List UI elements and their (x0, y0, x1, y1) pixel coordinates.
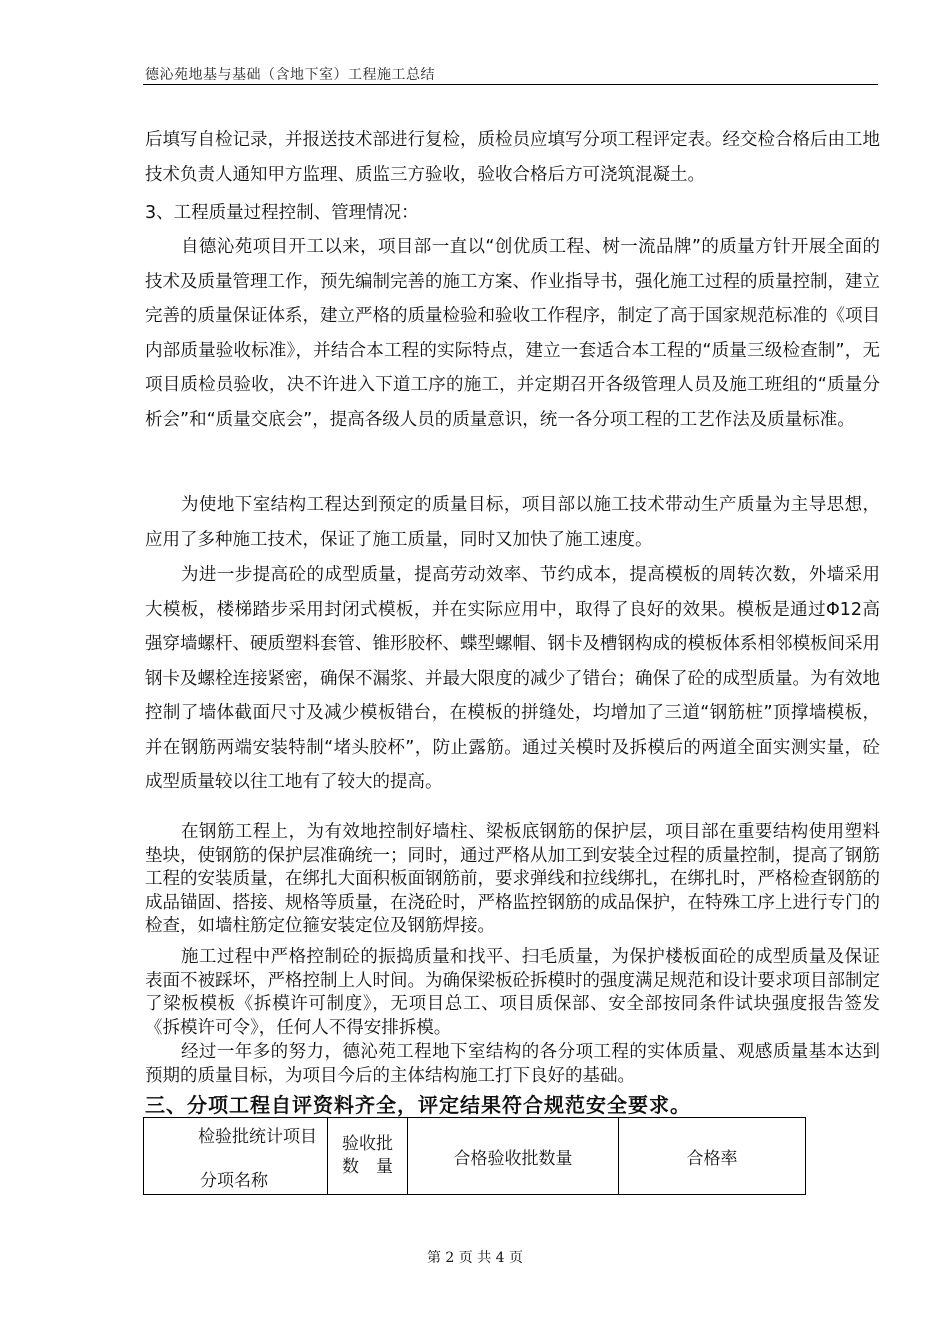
table-header-row (144, 1118, 806, 1195)
inspection-stats-table (143, 1117, 806, 1195)
section-3-heading: 三、分项工程自评资料齐全，评定结果符合规范安全要求。 (145, 1093, 691, 1117)
header-stat-item: 检验批统计项目 (198, 1127, 317, 1147)
header-item-name: 分项名称 (200, 1171, 268, 1191)
paragraph-quality-policy: 自德沁苑项目开工以来，项目部一直以“创优质工程、树一流品牌”的质量方针开展全面的技术及质量管理工作，预先编制完善的施工方案、作业指导书，强化施工过程的质量控制，建立完善的质量保证体系，建立严格的质量检验和验收工作程序，制定了高于国家规范标准的《项目内部质量验收标准》，并结合本工程的实际特点，建立一套适合本工程的“质量三级检查制”，无项目质检员验收，决不许进入下道工序的施工，并定期召开各级管理人员及施工班组的“质量分析会”和“质量交底会”，提高各级人员的质量意识，统一各分项工程的工艺作法及质量标准。 (145, 237, 880, 430)
page-number: 第 2 页 共 4 页 (426, 1250, 524, 1266)
paragraph-concrete: 施工过程中严格控制砼的振捣质量和找平、扫毛质量，为保护楼板面砼的成型质量及保证表面不被踩坏，严格控制上人时间。为确保梁板砼拆模时的强度满足规范和设计要求项目部制定了梁板模板《拆模许可制度》，无项目总工、项目质保部、安全部按同条件试块强度报告签发《拆模许可令》，任何人不得安排拆模。 (145, 947, 880, 1038)
section-heading-quality-control: 3、工程质量过程控制、管理情况： (145, 203, 419, 223)
paragraph-conclusion: 经过一年多的努力，德沁苑工程地下室结构的各分项工程的实体质量、观感质量基本达到预期的质量目标，为项目今后的主体结构施工打下良好的基础。 (145, 1042, 880, 1086)
header-divider (143, 84, 878, 85)
diagonal-header-cell (144, 1118, 328, 1195)
header-pass-rate: 合格率 (619, 1118, 806, 1195)
header-batch-count: 验收批 数 量 (328, 1118, 408, 1195)
paragraph-rebar: 在钢筋工程上，为有效地控制好墙柱、梁板底钢筋的保护层，项目部在重要结构使用塑料垫块，使钢筋的保护层准确统一；同时，通过严格从加工到安装全过程的质量控制，提高了钢筋工程的安装质量，在绑扎大面积板面钢筋前，要求弹线和拉线绑扎，在绑扎时，严格检查钢筋的成品锚固、搭接、规格等质量，在浇砼时，严格监控钢筋的成品保护，在特殊工序上进行专门的检查，如墙柱筋定位箍安装定位及钢筋焊接。 (145, 822, 880, 936)
header-passed-batches: 合格验收批数量 (408, 1118, 619, 1195)
paragraph-formwork: 为进一步提高砼的成型质量，提高劳动效率、节约成本，提高模板的周转次数，外墙采用大模板，楼梯踏步采用封闭式模板，并在实际应用中，取得了良好的效果。模板是通过Φ12高强穿墙螺杆、硬质塑料套管、锥形胶杯、蝶型螺帽、钢卡及槽钢构成的模板体系相邻模板间采用钢卡及螺栓连接紧密，确保不漏浆、并最大限度的减少了错台；确保了砼的成型质量。为有效地控制了墙体截面尺寸及减少模板错台，在模板的拼缝处，均增加了三道“钢筋桩”顶撑墙模板，并在钢筋两端安装特制“堵头胶杯”，防止露筋。通过关模时及拆模后的两道全面实测实量，砼成型质量较以往工地有了较大的提高。 (145, 565, 880, 792)
paragraph-basement-goal: 为使地下室结构工程达到预定的质量目标，项目部以施工技术带动生产质量为主导思想，应用了多种施工技术，保证了施工质量，同时又加快了施工速度。 (145, 495, 880, 550)
page-header-title: 德沁苑地基与基础（含地下室）工程施工总结 (145, 67, 435, 83)
paragraph-1: 后填写自检记录，并报送技术部进行复检，质检员应填写分项工程评定表。经交检合格后由工地技术负责人通知甲方监理、质监三方验收，验收合格后方可浇筑混凝土。 (145, 130, 880, 185)
